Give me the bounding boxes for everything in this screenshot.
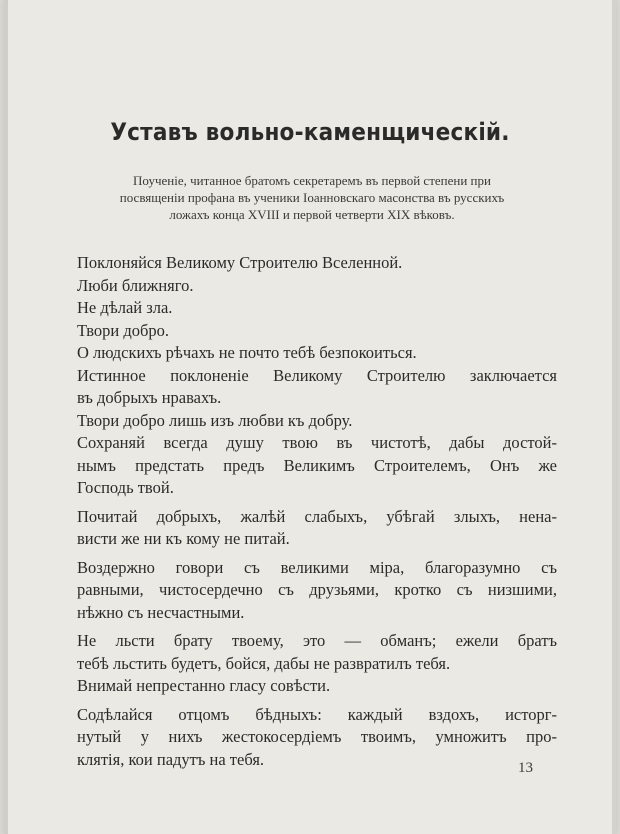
text-line: нымъ предстать предъ Великимъ Строителемъ, Онъ же [77, 455, 557, 475]
paragraph [77, 630, 557, 675]
book-page [4, 0, 616, 834]
text-line: клятія, кои падутъ на тебя. [77, 749, 265, 769]
paragraph [77, 506, 557, 551]
subtitle-line: Поученіе, читанное братомъ секретаремъ въ первой степени при [133, 173, 491, 188]
paragraph [77, 252, 557, 275]
subtitle-line: посвященіи профана въ ученики Іоанновскаго масонства въ русскихъ [119, 190, 505, 205]
paragraph [77, 432, 557, 500]
page-title: Уставъ вольно-каменщическій. [110, 118, 510, 146]
subtitle [44, 172, 580, 223]
text-line: Воздержно говори съ великими міра, благоразумно съ [77, 557, 557, 577]
text-line: висти же ни къ кому не питай. [77, 529, 290, 548]
paragraph [77, 557, 557, 625]
page-number: 13 [518, 760, 533, 776]
subtitle-line: ложахъ конца XVIII и первой четверти XIX вѣковъ. [169, 207, 455, 222]
text-line: въ добрыхъ нравахъ. [77, 388, 222, 407]
text-line: Твори добро. [77, 320, 170, 340]
body-text [77, 252, 557, 771]
paragraph [77, 275, 557, 298]
paragraph [77, 297, 557, 320]
paragraph [77, 320, 557, 343]
text-line: О людскихъ рѣчахъ не почто тебѣ безпокоиться. [77, 343, 417, 362]
paragraph [77, 704, 557, 772]
text-line: Люби ближняго. [77, 275, 194, 295]
text-line: Поклоняйся Великому Строителю Вселенной. [77, 253, 403, 272]
text-line: Твори добро лишь изъ любви къ добру. [77, 410, 353, 430]
text-line: Истинное поклоненіе Великому Строителю заключается [77, 365, 557, 385]
text-line: Содѣлайся отцомъ бѣдныхъ: каждый вздохъ, исторг- [77, 704, 557, 724]
text-line: Не льсти брату твоему, это — обманъ; ежели братъ [77, 631, 557, 650]
text-line: Господь твой. [77, 478, 174, 497]
text-line: нѣжно съ несчастными. [77, 602, 245, 622]
text-line: Почитай добрыхъ, жалѣй слабыхъ, убѣгай злыхъ, нена- [77, 506, 557, 526]
text-line: Внимай непрестанно гласу совѣсти. [77, 676, 331, 695]
text-line: тебѣ льстить будетъ, бойся, дабы не развратилъ тебя. [77, 653, 451, 673]
text-line: нутый у нихъ жестокосердіемъ твоимъ, умножитъ про- [77, 727, 557, 746]
paragraph [77, 342, 557, 365]
text-line: равными, чистосердечно съ друзьями, кротко съ низшими, [77, 580, 557, 599]
paragraph [77, 365, 557, 410]
text-line: Сохраняй всегда душу твою въ чистотѣ, дабы достой- [77, 433, 557, 452]
paragraph [77, 675, 557, 698]
text-line: Не дѣлай зла. [77, 298, 173, 317]
paragraph [77, 410, 557, 433]
